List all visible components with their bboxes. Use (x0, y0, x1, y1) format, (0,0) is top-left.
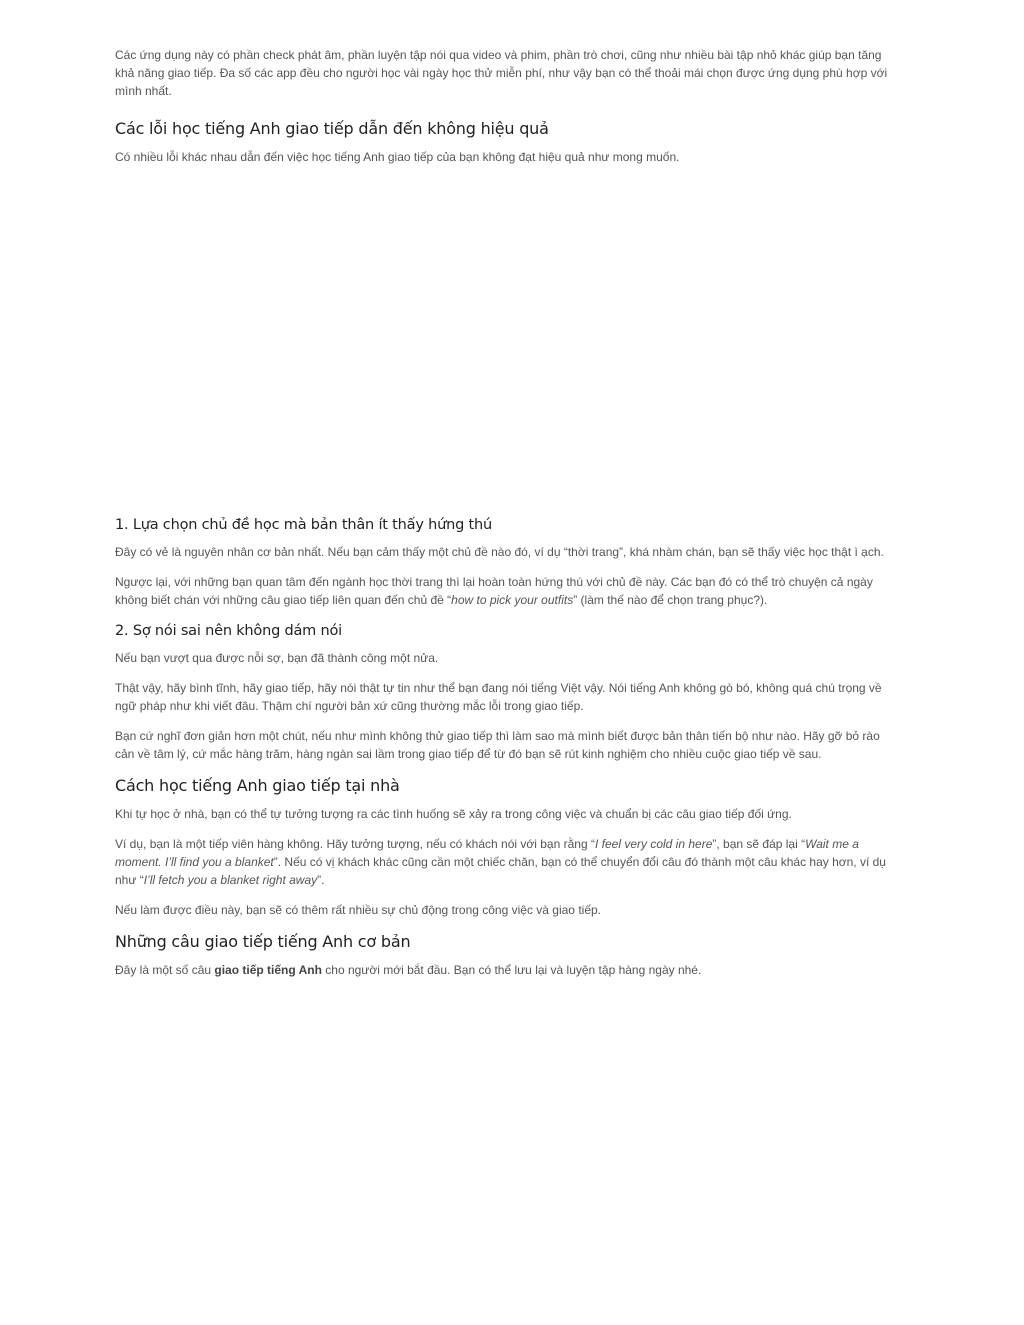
home-paragraph-1: Khi tự học ở nhà, bạn có thể tự tưởng tượng ra các tình huống sẽ xảy ra trong công việc và chuẩn bị các câu giao tiếp đối ứng. (115, 807, 792, 821)
heading-common-errors: Các lỗi học tiếng Anh giao tiếp dẫn đến không hiệu quả (115, 119, 549, 138)
basic-p1-keyword: giao tiếp tiếng Anh (214, 963, 322, 977)
blank-ad-space (115, 178, 900, 515)
topic-p2-emphasis: how to pick your outfits (451, 593, 574, 607)
intro-paragraph: Các ứng dụng này có phần check phát âm, phần luyện tập nói qua video và phim, phần trò chơi, cũng như nhiều bài tập nhỏ khác giúp bạn tăng khả năng giao tiếp. Đa số các app đều cho người học vài ngày học thử miễn phí, như vậy bạn có thể thoải mái chọn được ứng dụng phù hợp với mình nhất. (115, 48, 888, 98)
home-p2-text-a: Ví dụ, bạn là một tiếp viên hàng không. Hãy tưởng tượng, nếu có khách nói với bạn rằng “ (115, 837, 595, 851)
heading-fear-of-mistakes: 2. Sợ nói sai nên không dám nói (115, 623, 342, 639)
heading-topic-choice: 1. Lựa chọn chủ đề học mà bản thân ít thấy hứng thú (115, 517, 492, 533)
home-p2-quote-2: Wait me a moment. I’ll find you a blanket (115, 837, 859, 869)
home-p2-quote-3: I’ll fetch you a blanket right away (143, 873, 318, 887)
home-p2-quote-1: I feel very cold in here (594, 837, 713, 851)
topic-paragraph-2 (115, 573, 900, 609)
basic-p1-text-a: Đây là một số câu (115, 963, 215, 977)
article-body (115, 46, 900, 991)
errors-intro-paragraph: Có nhiều lỗi khác nhau dẫn đến việc học tiếng Anh giao tiếp của bạn không đạt hiệu quả như mong muốn. (115, 150, 680, 164)
topic-paragraph-1: Đây có vẻ là nguyên nhân cơ bản nhất. Nếu bạn cảm thấy một chủ đề nào đó, ví dụ “thời trang”, khá nhàm chán, bạn sẽ thấy việc học thật ì ạch. (115, 545, 884, 559)
home-p2-text-b: ”, bạn sẽ đáp lại “ (712, 837, 806, 851)
home-p2-text-d: ”. (317, 873, 325, 887)
fear-paragraph-3: Bạn cứ nghĩ đơn giản hơn một chút, nếu như mình không thử giao tiếp thì làm sao mà mình biết được bản thân tiến bộ như nào. Hãy gỡ bỏ rào cản về tâm lý, cứ mắc hàng trăm, hàng ngàn sai lầm trong giao tiếp để từ đó bạn sẽ rút kinh nghiệm cho nhiều cuộc giao tiếp về sau. (115, 729, 880, 761)
topic-p2-text-a: Ngược lại, với những bạn quan tâm đến ngành học thời trang thì lại hoàn toàn hứng thú với chủ đề này. Các bạn đó có thể trò chuyện cả ngày không biết chán với những câu giao tiếp liên quan đến chủ đề “ (115, 575, 873, 607)
heading-basic-phrases: Những câu giao tiếp tiếng Anh cơ bản (115, 932, 411, 951)
home-paragraph-2 (115, 835, 900, 889)
home-p2-text-c: ”. Nếu có vị khách khác cũng cần một chiếc chăn, bạn có thể chuyển đổi câu đó thành một câu khác hay hơn, ví dụ như “ (115, 855, 886, 887)
basic-paragraph-1 (115, 961, 900, 979)
basic-p1-text-b: cho người mới bắt đầu. Bạn có thể lưu lại và luyện tập hàng ngày nhé. (321, 963, 702, 977)
fear-paragraph-1: Nếu bạn vượt qua được nỗi sợ, bạn đã thành công một nửa. (115, 651, 439, 665)
fear-paragraph-2: Thật vậy, hãy bình tĩnh, hãy giao tiếp, hãy nói thật tự tin như thể bạn đang nói tiếng Việt vậy. Nói tiếng Anh không gò bó, không quá chú trọng về ngữ pháp như khi viết đâu. Thậm chí người bản xứ cũng thường mắc lỗi trong giao tiếp. (115, 681, 882, 713)
topic-p2-text-b: ” (làm thế nào để chọn trang phục?). (573, 593, 768, 607)
heading-learn-at-home: Cách học tiếng Anh giao tiếp tại nhà (115, 776, 400, 795)
home-paragraph-3: Nếu làm được điều này, bạn sẽ có thêm rất nhiều sự chủ động trong công việc và giao tiếp. (115, 903, 601, 917)
